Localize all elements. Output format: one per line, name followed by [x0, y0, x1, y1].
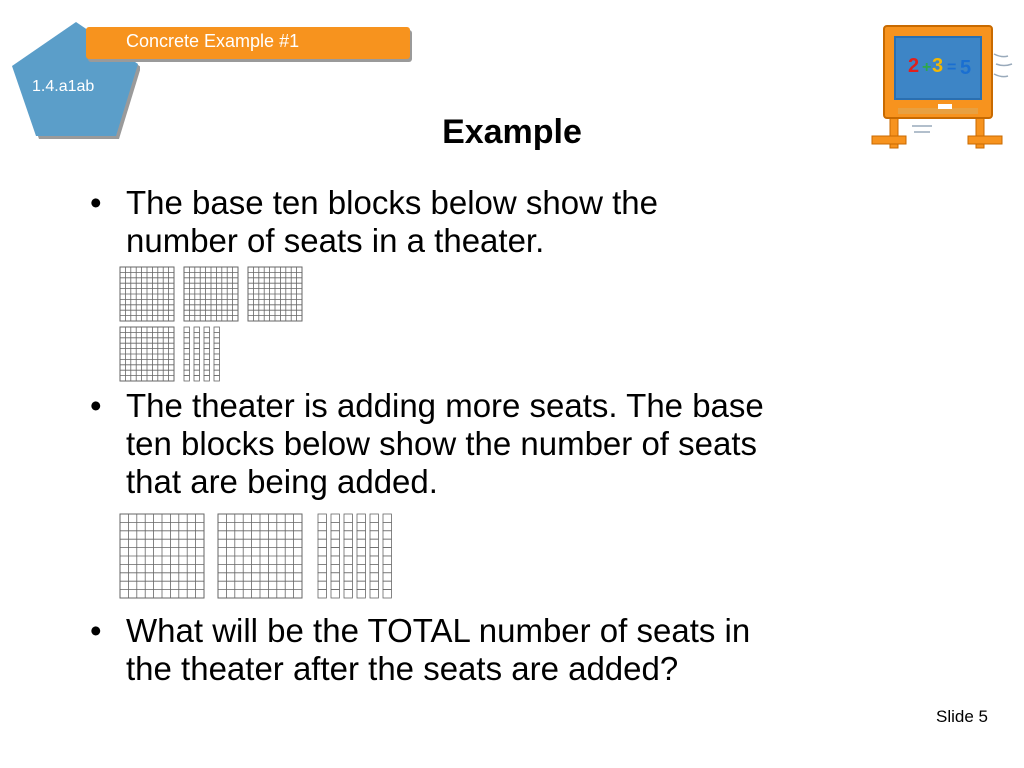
bullet-seats-in-theater	[90, 184, 658, 260]
hundred-flat-block	[218, 514, 302, 598]
bullet-line: number of seats in a theater.	[126, 222, 545, 259]
bullet-line: What will be the TOTAL number of seats in	[126, 612, 751, 649]
bullet-line: that are being added.	[126, 463, 438, 500]
ten-rod-block	[184, 327, 189, 381]
bullet-dot: •	[90, 184, 102, 221]
base-ten-blocks-existing-seats	[118, 264, 318, 386]
bullet-dot: •	[90, 387, 102, 424]
hundred-flat-block	[120, 514, 204, 598]
ten-rod-block	[331, 514, 339, 598]
standard-code: 1.4.a1ab	[32, 78, 95, 95]
ten-rod-block	[383, 514, 391, 598]
ten-rod-block	[194, 327, 199, 381]
bullet-dot: •	[90, 612, 102, 649]
base-ten-blocks-added-seats	[118, 512, 408, 602]
ten-rod-block	[204, 327, 209, 381]
equation-equals: =	[947, 59, 957, 76]
slide-title: Example	[442, 113, 582, 151]
ten-rod-block	[370, 514, 378, 598]
ten-rod-block	[357, 514, 365, 598]
bullet-line: the theater after the seats are added?	[126, 650, 679, 687]
equation-digit-3: 3	[932, 55, 944, 77]
hundred-flat-block	[120, 327, 174, 381]
bullet-line: The base ten blocks below show the	[126, 184, 658, 221]
hundred-flat-block	[120, 267, 174, 321]
hundred-flat-block	[184, 267, 238, 321]
equation-digit-2: 2	[908, 55, 920, 77]
bullet-total-question	[90, 612, 751, 688]
ten-rod-block	[318, 514, 326, 598]
bullet-seats-being-added	[90, 387, 764, 501]
section-label: Concrete Example #1	[126, 31, 300, 51]
ten-rod-block	[214, 327, 219, 381]
hundred-flat-block	[248, 267, 302, 321]
ten-rod-block	[344, 514, 352, 598]
bullet-line: ten blocks below show the number of seats	[126, 425, 758, 462]
equation-plus: +	[922, 59, 932, 76]
bullet-line: The theater is adding more seats. The base	[126, 387, 764, 424]
equation-digit-5: 5	[960, 57, 972, 79]
slide-number: Slide 5	[936, 707, 988, 726]
